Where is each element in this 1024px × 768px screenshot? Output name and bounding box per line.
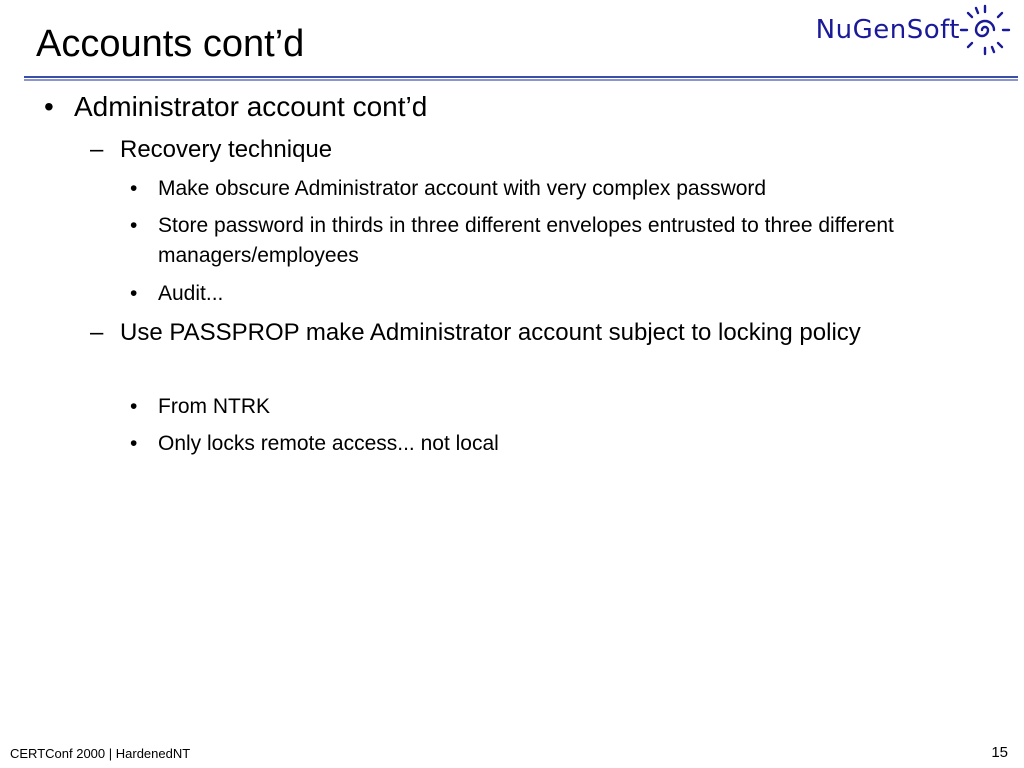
bullet-text: Audit... [158,282,224,305]
bullet-text: From NTRK [158,395,270,418]
bullet-text: Use PASSPROP make Administrator account subject to locking policy [120,319,861,346]
bullet-marker: • [130,432,138,455]
bullet-text: Recovery technique [120,136,333,163]
bullet-marker: • [130,214,138,237]
bullet-level3 [130,279,970,309]
bullet-level1 [44,90,1004,124]
footer-conference-label: CERTConf 2000 | HardenedNT [10,746,191,761]
bullet-level2 [90,133,970,167]
bullet-text: Make obscure Administrator account with very complex password [158,177,767,200]
bullet-text: Store password in thirds in three different envelopes entrusted to three different managers/employees [158,214,894,267]
logo-text: NuGenSoft [815,15,960,45]
title-divider-line-primary [24,76,1018,78]
bullet-marker: • [44,91,54,122]
bullet-marker: • [130,177,138,200]
title-divider [24,76,1018,82]
bullet-text: Only locks remote access... not local [158,432,499,455]
dash-marker: – [90,136,104,163]
page-number: 15 [991,744,1008,761]
bullet-text: Administrator account cont’d [74,91,428,122]
bullet-level2 [90,316,970,350]
sun-spiral-icon [958,3,1012,57]
bullet-level3 [130,392,970,422]
bullet-level3 [130,429,970,459]
bullet-level3 [130,211,970,271]
bullet-marker: • [130,282,138,305]
nugensoft-logo [816,4,1012,56]
slide-title: Accounts cont’d [36,23,305,65]
bullet-marker: • [130,395,138,418]
title-divider-line-secondary [24,79,1018,81]
dash-marker: – [90,319,104,346]
bullet-level3 [130,174,970,204]
